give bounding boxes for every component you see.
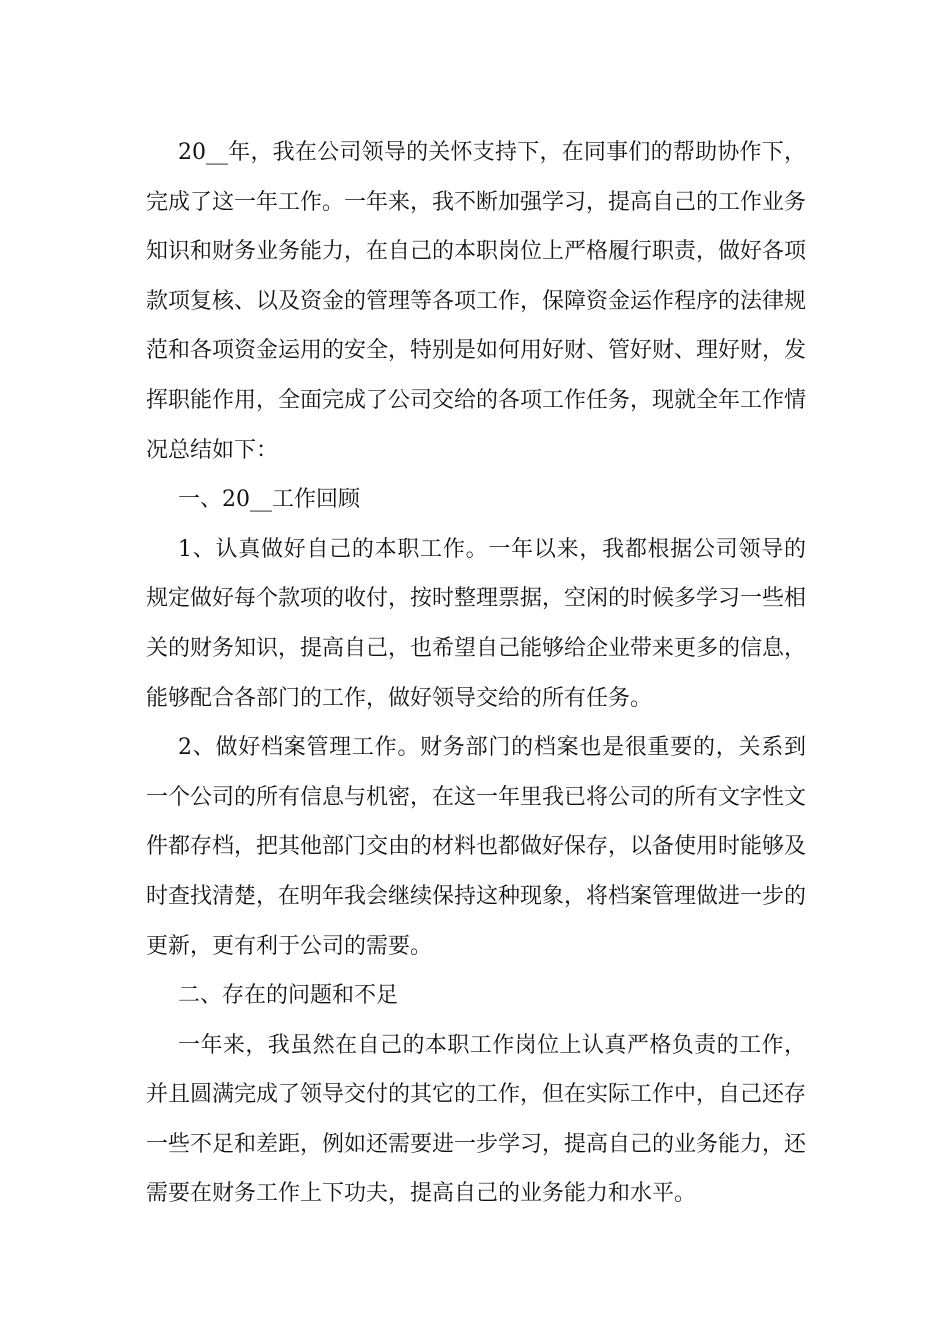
document-body — [146, 128, 806, 1219]
review-item-2-paragraph: 2、做好档案管理工作。财务部门的档案也是很重要的，关系到一个公司的所有信息与机密，在这一年里我已将公司的所有文字性文件都存档，把其他部门交由的材料也都做好保存，以备使用时能够及时查找清楚，在明年我会继续保持这种现象，将档案管理做进一步的更新，更有利于公司的需要。 — [146, 735, 807, 959]
review-item-1-paragraph: 1、认真做好自己的本职工作。一年以来，我都根据公司领导的规定做好每个款项的收付，按时整理票据，空闲的时候多学习一些相关的财务知识，提高自己，也希望自己能够给企业带来更多的信息，能够配合各部门的工作，做好领导交给的所有任务。 — [146, 536, 807, 711]
section-heading-problems: 二、存在的问题和不足 — [178, 983, 399, 1009]
intro-paragraph: 20__年，我在公司领导的关怀支持下，在同事们的帮助协作下，完成了这一年工作。一年来，我不断加强学习，提高自己的工作业务知识和财务业务能力，在自己的本职岗位上严格履行职责，做好各项款项复核、以及资金的管理等各项工作，保障资金运作程序的法律规范和各项资金运用的安全，特别是如何用好财、管好财、理好财，发挥职能作用，全面完成了公司交给的各项工作任务，现就全年工作情况总结如下： — [146, 140, 807, 463]
problems-paragraph: 一年来，我虽然在自己的本职工作岗位上认真严格负责的工作，并且圆满完成了领导交付的其它的工作，但在实际工作中，自己还存一些不足和差距，例如还需要进一步学习，提高自己的业务能力，还需要在财务工作上下功夫，提高自己的业务能力和水平。 — [146, 1032, 807, 1207]
section-heading-review: 一、20__工作回顾 — [178, 487, 360, 513]
